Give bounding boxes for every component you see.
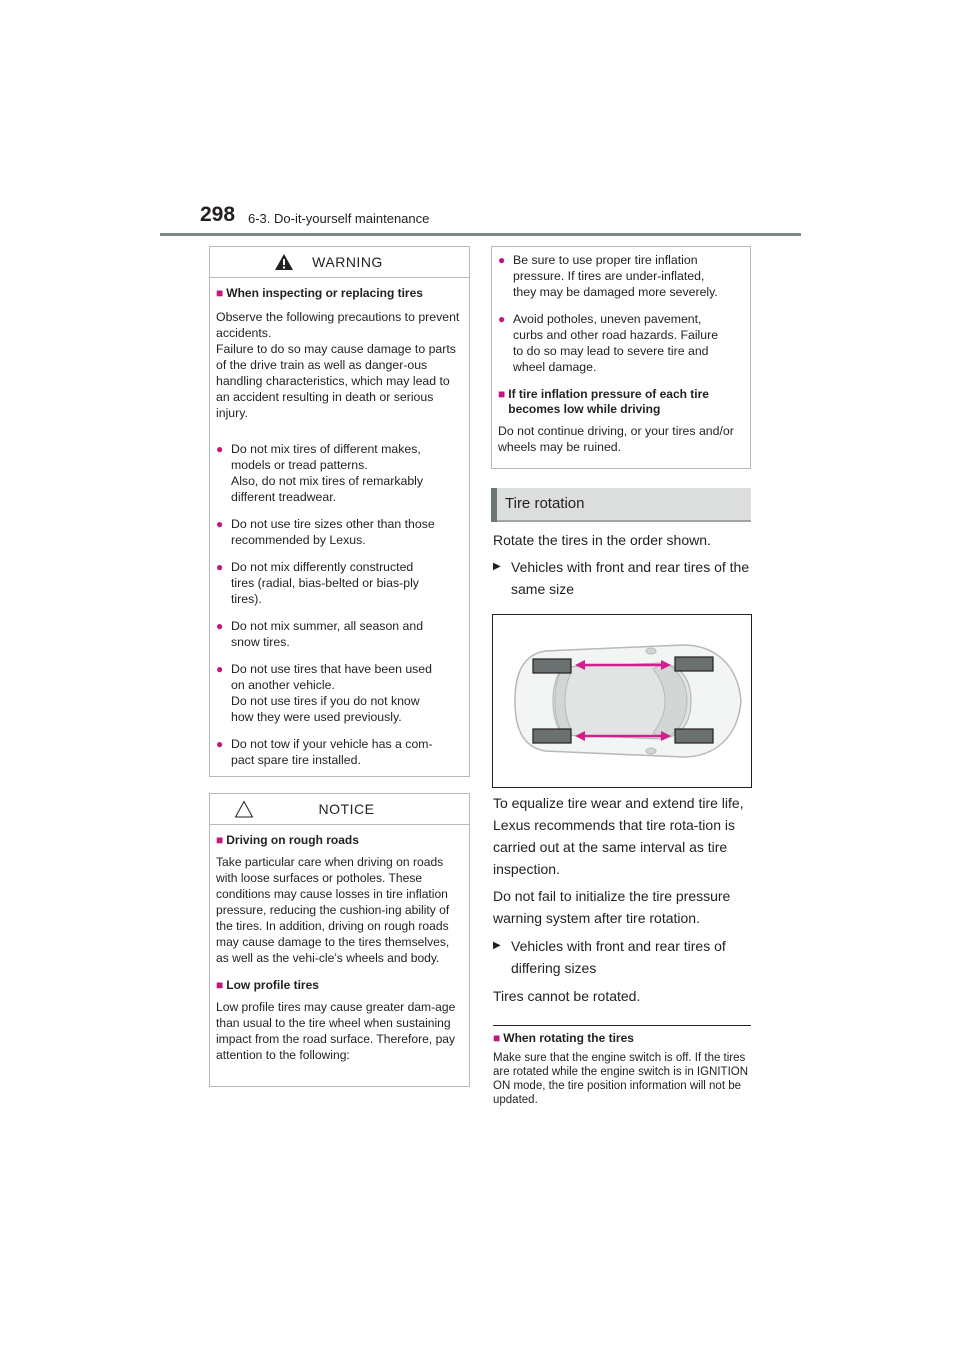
- square-bullet-icon: ■: [493, 1031, 501, 1045]
- notice-subheading: ■ Low profile tires: [216, 978, 319, 992]
- list-item: ● Be sure to use proper tire inflation pressure. If tires are under-inflated, they may be damaged more severely.: [498, 253, 718, 299]
- bullet-icon: ●: [216, 442, 224, 456]
- notice-header: [210, 794, 469, 825]
- warning-header: [210, 247, 469, 278]
- tire-rotation-heading: [491, 488, 751, 522]
- rotation-paragraph: Tires cannot be rotated.: [493, 988, 641, 1004]
- bullet-icon: ●: [216, 560, 224, 574]
- case-differing-sizes: ▶ Vehicles with front and rear tires of differing sizes: [493, 935, 751, 979]
- notice-paragraph: Low profile tires may cause greater dam-age than usual to the tire wheel when sustaining impact from the road surface. Therefore, pay attention to the following:: [216, 1000, 456, 1062]
- list-item: ● Do not mix tires of different makes, models or tread patterns. Also, do not mix tires of remarkably different treadwear.: [216, 442, 424, 504]
- notice-box: [209, 793, 470, 1087]
- list-item: ● Do not use tires that have been used on another vehicle. Do not use tires if you do not know how they were used previously.: [216, 662, 432, 724]
- section-title: 6-3. Do-it-yourself maintenance: [248, 211, 430, 226]
- car-top-view-illustration: [493, 615, 751, 787]
- arrow-bullet-icon: ▶: [493, 940, 501, 951]
- square-bullet-icon: ■: [498, 387, 506, 401]
- case-same-size: ▶ Vehicles with front and rear tires of the same size: [493, 556, 751, 600]
- note-text: Make sure that the engine switch is off. If the tires are rotated while the engine switch is in IGNITION ON mode, the tire position information will not be updated.: [493, 1052, 749, 1106]
- bullet-icon: ●: [216, 662, 224, 676]
- list-item: ● Avoid potholes, uneven pavement, curbs and other road hazards. Failure to do so may lead to severe tire and wheel damage.: [498, 312, 719, 374]
- notice-paragraph: Do not continue driving, or your tires and/or wheels may be ruined.: [498, 424, 734, 454]
- list-item: ● Do not mix differently constructed tires (radial, bias-belted or bias-ply tires).: [216, 560, 419, 606]
- warning-title: WARNING: [312, 254, 383, 270]
- square-bullet-icon: ■: [216, 978, 224, 992]
- tire-rotation-diagram: [492, 614, 752, 788]
- list-item: ● Do not use tire sizes other than those recommended by Lexus.: [216, 517, 435, 547]
- arrow-bullet-icon: ▶: [493, 561, 501, 572]
- header-rule: [160, 233, 801, 236]
- square-bullet-icon: ■: [216, 286, 224, 300]
- warning-subheading: ■ When inspecting or replacing tires: [216, 286, 423, 300]
- bullet-icon: ●: [216, 517, 224, 531]
- notice-subheading: ■ Driving on rough roads: [216, 833, 359, 847]
- notice-continued-box: [491, 246, 751, 469]
- warning-box: [209, 246, 470, 777]
- rotation-paragraph: To equalize tire wear and extend tire life, Lexus recommends that tire rota-tion is carried out at the same interval as tire inspection.: [493, 795, 744, 877]
- bullet-icon: ●: [216, 737, 224, 751]
- rotation-paragraph: Do not fail to initialize the tire pressure warning system after tire rotation.: [493, 888, 731, 926]
- notice-subheading: ■ If tire inflation pressure of each tire becomes low while driving: [498, 387, 709, 416]
- square-bullet-icon: ■: [216, 833, 224, 847]
- page-number: 298: [200, 203, 236, 226]
- heading-text: Tire rotation: [505, 495, 585, 512]
- bullet-icon: ●: [216, 619, 224, 633]
- notice-title: NOTICE: [318, 801, 375, 817]
- heading-bar: [491, 488, 497, 522]
- note-divider: [493, 1025, 751, 1026]
- notice-paragraph: Take particular care when driving on roads with loose surfaces or potholes. These conditions may cause losses in tire inflation pressure, reducing the cushion-ing ability of the tires. In addition, driving on rough roads may cause damage to the tires themselves, as well as the vehi-cle’s wheels and body.: [216, 855, 450, 965]
- bullet-icon: ●: [498, 312, 506, 326]
- note-subheading: ■ When rotating the tires: [493, 1031, 634, 1045]
- list-item: ● Do not tow if your vehicle has a com- pact spare tire installed.: [216, 737, 433, 767]
- warning-paragraph: Observe the following precautions to prevent accidents. Failure to do so may cause damage to parts of the drive train as well as danger-ous handling characteristics, which may lead to an accident resulting in death or serious injury.: [216, 310, 460, 420]
- list-item: ● Do not mix summer, all season and snow tires.: [216, 619, 424, 649]
- intro-text: Rotate the tires in the order shown.: [493, 532, 711, 548]
- bullet-icon: ●: [498, 253, 506, 267]
